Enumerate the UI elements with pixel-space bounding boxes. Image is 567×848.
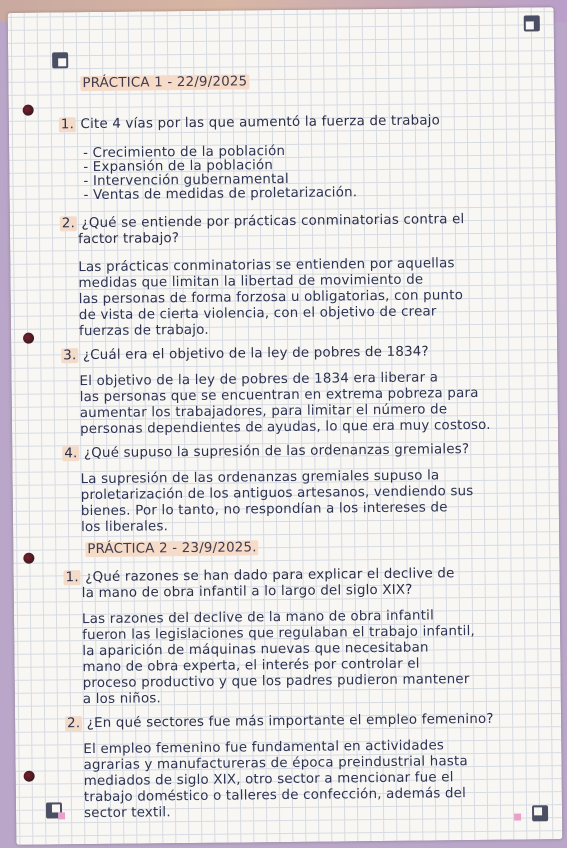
answer-line: aumentar los trabajadores, para limitar el número de — [79, 402, 448, 422]
binder-hole-icon — [23, 105, 34, 116]
question-3 — [61, 344, 429, 364]
practice1-title — [80, 74, 249, 92]
question-2 — [60, 212, 465, 232]
answer-line: Las prácticas conminatorias se entienden por aquellas — [78, 256, 455, 276]
answer-line: personas dependientes de ayudas, lo que era muy costoso. — [79, 417, 491, 438]
question-number: 3. — [63, 348, 77, 364]
list-item: - Ventas de medidas de proletarización. — [83, 185, 358, 204]
question-number: 2. — [67, 716, 81, 732]
answer-line: fueron las legislaciones que regulaban el trabajo infantil, — [82, 624, 476, 644]
question-text: ¿Cuál era el objetivo de la ley de pobres de 1834? — [82, 344, 429, 364]
question-text: ¿En qué sectores fue más importante el empleo femenino? — [86, 711, 494, 732]
question-text: Cite 4 vías por las que aumentó la fuerza de trabajo — [80, 113, 441, 133]
answer-line: mano de obra experta, el interés por controlar el — [82, 656, 420, 676]
question-4 — [62, 442, 469, 462]
corner-marker-icon — [524, 15, 540, 31]
practice2-title — [85, 540, 259, 558]
practice2-title-text: PRÁCTICA 2 - 23/9/2025. — [87, 540, 257, 558]
answer-line: la aparición de máquinas nuevas que necesitaban — [82, 640, 429, 660]
answer-line: trabajo doméstico o talleres de confección, además del — [83, 786, 467, 806]
question-number: 1. — [65, 570, 79, 586]
handwritten-notes — [58, 71, 548, 822]
list-item: - Intervención gubernamental — [83, 171, 289, 190]
list-item: - Crecimiento de la población — [83, 143, 286, 162]
answer-line: El empleo femenino fue fundamental en actividades — [83, 738, 445, 758]
question-number: 4. — [64, 446, 78, 462]
pink-marker — [58, 812, 65, 819]
question-number: 1. — [60, 117, 75, 133]
answer-line: medidas que limitan la libertad de movimiento de — [78, 272, 424, 292]
question-text: factor trabajo? — [77, 231, 180, 248]
answer-line: los liberales. — [80, 519, 169, 536]
answer-line: La supresión de las ordenanzas gremiales supuso la — [80, 468, 440, 488]
notebook-page — [8, 7, 563, 845]
answer-line: las personas que se encuentran en extrema pobreza para — [79, 385, 479, 406]
answer-line: Las razones del declive de la mano de obra infantil — [81, 608, 435, 628]
binder-hole-icon — [23, 333, 34, 344]
question-text: ¿Qué supuso la supresión de las ordenanzas gremiales? — [83, 442, 470, 462]
question-text: la mano de obra infantil a lo largo del siglo XIX? — [81, 582, 413, 602]
question-2 — [65, 712, 494, 732]
pink-marker — [514, 814, 521, 821]
binder-hole-icon — [24, 771, 35, 782]
answer-line: las personas de forma forzosa u obligatorias, con punto — [78, 288, 464, 308]
answer-line: mediados de siglo XIX, otro sector a mencionar fue el — [83, 770, 454, 790]
corner-marker-icon — [532, 805, 548, 821]
answer-line: a los niños. — [82, 691, 162, 708]
practice1-title-text: PRÁCTICA 1 - 22/9/2025 — [82, 74, 248, 92]
answer-line: proceso productivo y que los padres pudieron mantener — [82, 672, 470, 692]
answer-line: sector textil. — [83, 805, 171, 822]
question-1 — [59, 113, 440, 133]
answer-line: bienes. Por lo tanto, no respondían a los intereses de — [80, 500, 448, 520]
list-item: - Expansión de la población — [83, 158, 274, 176]
question-text: ¿Qué se entiende por prácticas conminatorias contra el — [81, 212, 465, 232]
corner-marker-icon — [52, 52, 68, 68]
answer-line: de vista de cierta violencia, con el objetivo de crear — [78, 304, 437, 324]
answer-line: proletarización de los antiguos artesanos, vendiendo sus — [80, 484, 474, 504]
question-text: ¿Qué razones se han dado para explicar el declive de — [85, 566, 455, 586]
answer-line: agrarias y manufactureras de época preindustrial hasta — [83, 754, 468, 774]
answer-line: fuerzas de trabajo. — [78, 322, 209, 340]
answer-line: El objetivo de la ley de pobres de 1834 era liberar a — [79, 370, 439, 390]
binder-hole-icon — [23, 553, 34, 564]
question-number: 2. — [61, 216, 76, 232]
